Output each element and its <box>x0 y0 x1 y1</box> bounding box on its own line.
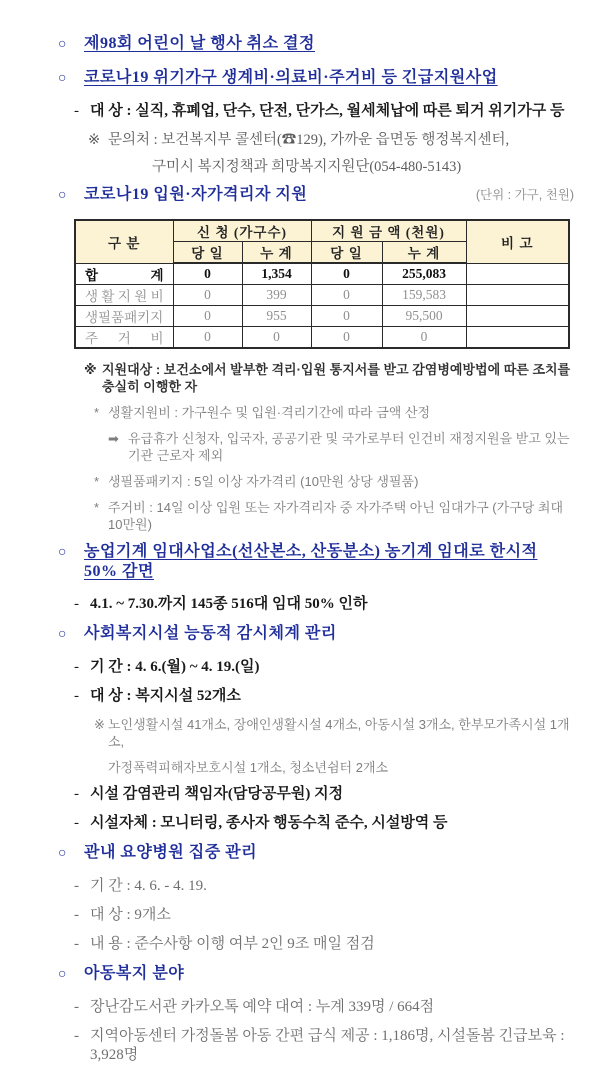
circle-bullet: ○ <box>58 37 67 52</box>
cell-amount-daily: 0 <box>311 327 382 349</box>
col-header-amount: 지 원 금 액 (천원) <box>311 220 466 242</box>
cell-amount-daily: 0 <box>311 263 382 285</box>
section-title-text: 코로나19 위기가구 생계비·의료비·주거비 등 긴급지원사업 <box>84 69 498 86</box>
list-item-target <box>74 687 574 706</box>
table-row-total <box>75 263 569 285</box>
row-label: 주 거 비 <box>75 327 173 349</box>
circle-bullet: ○ <box>58 545 67 560</box>
dash-bullet: - <box>74 878 79 894</box>
footnote-contact-continued <box>152 158 574 176</box>
list-item-period <box>74 658 574 677</box>
footnote-eligibility <box>84 361 574 395</box>
row-label: 생필품패키지 <box>75 306 173 327</box>
list-item-child-care <box>74 1027 574 1065</box>
cell-apply-daily: 0 <box>173 306 242 327</box>
dash-bullet: - <box>74 936 79 952</box>
list-item-toy-library <box>74 998 574 1017</box>
list-item-self-check <box>74 814 574 833</box>
arrow-right-icon: ➡ <box>108 431 119 446</box>
support-status-table <box>74 219 570 349</box>
footnote-text: 문의처 : 보건복지부 콜센터(☎129), 가까운 읍면동 행정복지센터, <box>108 132 510 148</box>
footnote-housing <box>94 499 574 533</box>
table-row-living-support <box>75 285 569 306</box>
asterisk-mark: * <box>94 405 100 420</box>
section-title-childrens-day <box>58 34 574 55</box>
cell-amount-cumulative: 159,583 <box>382 285 466 306</box>
table-row-housing-cost <box>75 327 569 349</box>
dash-bullet: - <box>74 1028 79 1044</box>
cell-remark <box>466 285 569 306</box>
table-header-row <box>75 220 569 242</box>
cell-amount-cumulative: 95,500 <box>382 306 466 327</box>
asterisk-mark: * <box>94 474 100 489</box>
col-header-applications: 신 청 (가구수) <box>173 220 311 242</box>
list-item-text: 기 간 : 4. 6. - 4. 19. <box>90 878 207 894</box>
cell-apply-cumulative: 0 <box>242 327 311 349</box>
cell-apply-cumulative: 1,354 <box>242 263 311 285</box>
footnote-text: 구미시 복지정책과 희망복지지원단(054-480-5143) <box>152 159 462 175</box>
footnote-necessities <box>94 473 574 490</box>
section-title-text: 아동복지 분야 <box>84 965 185 982</box>
dash-bullet: - <box>74 103 79 119</box>
section-title-child-welfare <box>58 964 574 985</box>
row-label: 생 활 지 원 비 <box>75 285 173 306</box>
list-item-text: 내 용 : 준수사항 이행 여부 2인 9조 매일 점검 <box>90 936 375 952</box>
list-item-content <box>74 935 574 954</box>
section-title-emergency-support <box>58 68 574 89</box>
list-item-text: 시설자체 : 모니터링, 종사자 행동수칙 준수, 시설방역 등 <box>90 815 448 831</box>
list-item-target <box>74 906 574 925</box>
cell-amount-cumulative: 255,083 <box>382 263 466 285</box>
list-item-period <box>74 877 574 896</box>
cell-apply-daily: 0 <box>173 285 242 306</box>
circle-bullet: ○ <box>58 71 67 86</box>
list-item-text: 장난감도서관 카카오톡 예약 대여 : 누계 339명 / 664점 <box>90 999 435 1015</box>
dash-bullet: - <box>74 907 79 923</box>
list-item-text: 4.1. ~ 7.30.까지 145종 516대 임대 50% 인하 <box>90 596 368 612</box>
cell-apply-daily: 0 <box>173 327 242 349</box>
footnote-text: 노인생활시설 41개소, 장애인생활시설 4개소, 아동시설 3개소, 한부모가족시설 1개소, <box>108 717 570 749</box>
row-label: 합 계 <box>75 263 173 285</box>
list-item-text: 지역아동센터 가정돌봄 아동 간편 급식 제공 : 1,186명, 시설돌봄 긴급보육 : 3,928명 <box>90 1028 565 1063</box>
reference-mark: ※ <box>88 132 101 148</box>
col-header-remark: 비 고 <box>466 220 569 263</box>
dash-bullet: - <box>74 815 79 831</box>
col-header-category: 구 분 <box>75 220 173 263</box>
section-title-text: 코로나19 입원·자가격리자 지원 <box>84 186 308 203</box>
footnote-text: 유급휴가 신청자, 입국자, 공공기관 및 국가로부터 인건비 재정지원을 받고 있는 기관 근로자 제외 <box>128 431 570 463</box>
circle-bullet: ○ <box>58 967 67 982</box>
col-header-cumulative: 누 계 <box>382 242 466 264</box>
col-header-daily: 당 일 <box>311 242 382 264</box>
list-item-discount <box>74 595 574 614</box>
dash-bullet: - <box>74 596 79 612</box>
cell-amount-daily: 0 <box>311 285 382 306</box>
cell-remark <box>466 306 569 327</box>
reference-mark: ※ <box>94 717 105 732</box>
list-item-target <box>74 102 574 121</box>
footnote-text: 생필품패키지 : 5일 이상 자가격리 (10만원 상당 생필품) <box>108 474 419 489</box>
asterisk-mark: * <box>94 500 100 515</box>
section-title-farm-machinery <box>58 542 574 582</box>
list-item-text: 대 상 : 복지시설 52개소 <box>90 688 241 704</box>
section-title-quarantine-support <box>58 185 574 206</box>
cell-remark <box>466 263 569 285</box>
list-item-text: 기 간 : 4. 6.(월) ~ 4. 19.(일) <box>90 659 260 675</box>
section-title-nursing-hospitals <box>58 843 574 864</box>
cell-amount-cumulative: 0 <box>382 327 466 349</box>
section-title-welfare-facilities <box>58 624 574 645</box>
footnote-text: 주거비 : 14일 이상 입원 또는 자가격리자 중 자가주택 아닌 임대가구 (가구당 최대 10만원) <box>108 500 564 532</box>
list-item-text: 시설 감염관리 책임자(담당공무원) 지정 <box>90 786 344 802</box>
footnote-contact <box>88 131 574 149</box>
list-item-text: 대 상 : 실직, 휴폐업, 단수, 단전, 단가스, 월세체납에 따른 퇴거 위기가구 등 <box>90 103 565 119</box>
reference-mark: ※ <box>84 362 97 377</box>
footnote-text: 생활지원비 : 가구원수 및 입원·격리기간에 따라 금액 산정 <box>108 405 431 420</box>
section-title-text: 사회복지시설 능동적 감시체계 관리 <box>84 625 337 642</box>
footnote-text: 가정폭력피해자보호시설 1개소, 청소년쉼터 2개소 <box>108 760 389 775</box>
dash-bullet: - <box>74 999 79 1015</box>
dash-bullet: - <box>74 659 79 675</box>
cell-apply-daily: 0 <box>173 263 242 285</box>
col-header-daily: 당 일 <box>173 242 242 264</box>
footnote-living-support <box>94 404 574 421</box>
section-title-text: 농업기계 임대사업소(선산본소, 산동분소) 농기계 임대로 한시적 50% 감면 <box>84 543 538 580</box>
circle-bullet: ○ <box>58 846 67 861</box>
footnote-exclusion <box>108 430 574 464</box>
list-item-text: 대 상 : 9개소 <box>90 907 171 923</box>
footnote-facility-breakdown <box>94 716 574 750</box>
dash-bullet: - <box>74 786 79 802</box>
cell-remark <box>466 327 569 349</box>
cell-apply-cumulative: 399 <box>242 285 311 306</box>
footnote-facility-breakdown-continued <box>108 759 574 776</box>
table-unit-note: (단위 : 가구, 천원) <box>475 188 574 202</box>
list-item-manager <box>74 785 574 804</box>
circle-bullet: ○ <box>58 188 67 203</box>
cell-amount-daily: 0 <box>311 306 382 327</box>
footnote-text: 지원대상 : 보건소에서 발부한 격리·입원 통지서를 받고 감염병예방법에 따른 조치를 충실히 이행한 자 <box>102 362 571 394</box>
col-header-cumulative: 누 계 <box>242 242 311 264</box>
table-row-necessities-package <box>75 306 569 327</box>
dash-bullet: - <box>74 688 79 704</box>
cell-apply-cumulative: 955 <box>242 306 311 327</box>
section-title-text: 제98회 어린이 날 행사 취소 결정 <box>84 35 315 52</box>
circle-bullet: ○ <box>58 627 67 642</box>
section-title-text: 관내 요양병원 집중 관리 <box>84 844 258 861</box>
